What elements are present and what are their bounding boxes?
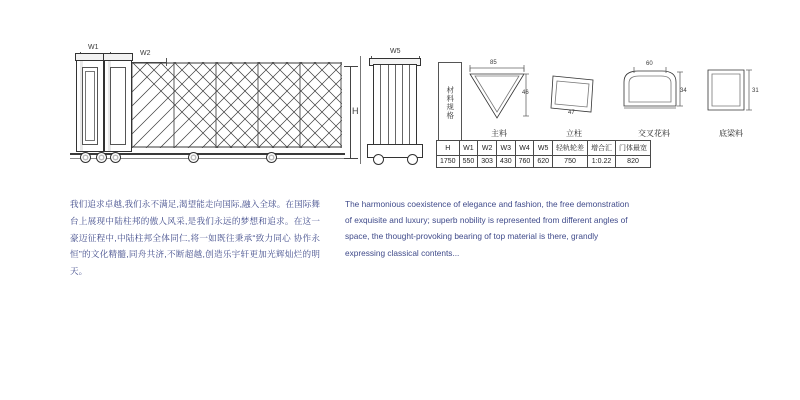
part-bottom-beam bbox=[700, 62, 762, 138]
h-bracket-vertical bbox=[350, 66, 351, 158]
table-cell: 1:0.22 bbox=[588, 156, 616, 168]
post-cap-left bbox=[75, 53, 105, 61]
post-cap-second bbox=[103, 53, 133, 61]
table-cell: 750 bbox=[553, 156, 588, 168]
dimension-label-w1: W1 bbox=[88, 44, 99, 51]
spec-label-text: 材料规格 bbox=[445, 86, 455, 120]
part-label-cross-flower: 交叉花料 bbox=[638, 129, 670, 138]
part-label-main-material: 主料 bbox=[491, 129, 507, 138]
h-bracket-bottom bbox=[344, 158, 358, 159]
part-label-bottom-beam: 底梁料 bbox=[719, 129, 743, 138]
front-view-wheel-right bbox=[407, 154, 418, 165]
table-header-cell: H bbox=[437, 141, 460, 156]
part-main-material bbox=[466, 60, 532, 138]
post-inner-frame2-left bbox=[85, 71, 95, 141]
gate-wheel-3 bbox=[110, 152, 121, 163]
front-view-stile-4 bbox=[402, 65, 403, 147]
chinese-copy: 我们追求卓越,我们永不满足,渴望能走向国际,融入全球。在国际舞台上展现中陆柱邦的傲人风采,是我们永远的梦想和追求。在这一豪迈征程中,中陆柱邦全体同仁,将一如既往秉承“致力同心 协作永恒”的文化精髓,同舟共济,不断超越,创造乐宇轩更加光辉灿烂的明天。 bbox=[70, 199, 320, 276]
front-view-wheel-left bbox=[373, 154, 384, 165]
h-bracket-top bbox=[344, 66, 358, 67]
part-dim-bottom-side: 31 bbox=[752, 88, 759, 94]
table-cell: 550 bbox=[459, 156, 478, 168]
part-dim-cross-side: 34 bbox=[680, 88, 687, 94]
part-label-vertical-post: 立柱 bbox=[566, 129, 582, 138]
part-cross-flower bbox=[618, 61, 690, 138]
dimension-label-w2: W2 bbox=[140, 50, 151, 57]
front-view-stile-3 bbox=[395, 65, 396, 147]
table-header-cell: W5 bbox=[534, 141, 553, 156]
table-header-cell: W4 bbox=[515, 141, 534, 156]
lattice-mesh bbox=[132, 62, 342, 148]
spec-label-box bbox=[438, 62, 462, 144]
front-view-stile-5 bbox=[409, 65, 410, 147]
drawing-area bbox=[0, 0, 800, 185]
table-cell: 430 bbox=[496, 156, 515, 168]
dimension-label-h: H bbox=[352, 106, 359, 116]
gate-wheel-2 bbox=[96, 152, 107, 163]
table-header-cell: W1 bbox=[459, 141, 478, 156]
part-dim-cross-top: 60 bbox=[646, 61, 653, 67]
table-cell: 820 bbox=[616, 156, 651, 168]
part-dim-post-side: 47 bbox=[568, 110, 575, 116]
gate-wheel-4 bbox=[188, 152, 199, 163]
part-dim-main-top: 85 bbox=[490, 60, 497, 66]
table-header-cell: 门体最宽 bbox=[616, 141, 651, 156]
gate-post-left bbox=[76, 58, 104, 152]
front-view bbox=[365, 58, 425, 166]
table-header-cell: W2 bbox=[478, 141, 497, 156]
specification-table bbox=[436, 140, 651, 168]
gate-wheel-5 bbox=[266, 152, 277, 163]
post-inner-frame-second bbox=[110, 67, 126, 145]
gate-elevation bbox=[70, 58, 345, 163]
table-cell: 620 bbox=[534, 156, 553, 168]
table-header-cell: 轻轨轮差 bbox=[553, 141, 588, 156]
gate-wheel-1 bbox=[80, 152, 91, 163]
front-view-stile-2 bbox=[388, 65, 389, 147]
view-separator bbox=[360, 56, 361, 164]
table-header-row bbox=[437, 141, 651, 156]
table-cell: 760 bbox=[515, 156, 534, 168]
part-vertical-post bbox=[548, 70, 600, 138]
table-row bbox=[437, 156, 651, 168]
front-view-stile-1 bbox=[380, 65, 381, 147]
english-copy: The harmonious coexistence of elegance and fashion, the free demonstration of exquisite and luxury; superb nobility is represented from different angles of space, the thought-provoking bearing of top material is there, grandly expressing classical contents... bbox=[345, 199, 630, 258]
table-cell: 303 bbox=[478, 156, 497, 168]
gate-post-second bbox=[104, 58, 132, 152]
table-header-cell: W3 bbox=[496, 141, 515, 156]
table-cell: 1750 bbox=[437, 156, 460, 168]
front-view-body bbox=[373, 64, 417, 148]
table-header-cell: 增合汇 bbox=[588, 141, 616, 156]
dimension-label-w5: W5 bbox=[390, 48, 401, 55]
part-dim-main-side: 46 bbox=[522, 90, 529, 96]
